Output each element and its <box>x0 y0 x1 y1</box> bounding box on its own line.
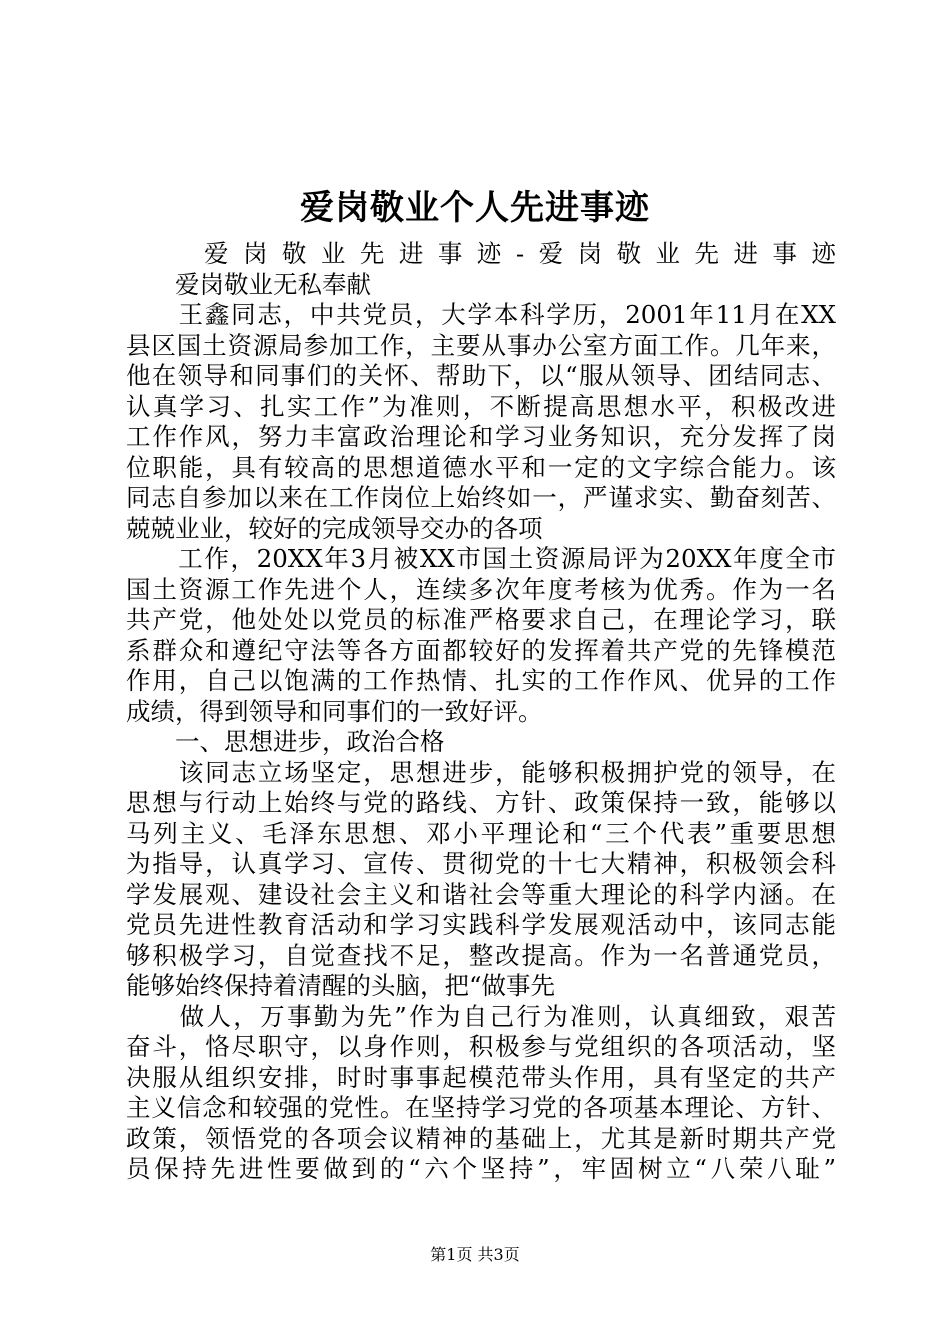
text-line: 该同志立场坚定，思想进步，能够积极拥护党的领导，在 <box>126 757 836 787</box>
text-line: 兢兢业业，较好的完成领导交办的各项 <box>126 513 543 543</box>
text-line: 共产党，他处处以党员的标准严格要求自己，在理论学习，联 <box>126 605 836 634</box>
text-line: 位职能，具有较高的思想道德水平和一定的文字综合能力。该 <box>126 452 836 482</box>
text-line: 国土资源工作先进个人，连续多次年度考核为优秀。作为一名 <box>126 574 836 604</box>
text-line: 工作作风，努力丰富政治理论和学习业务知识，充分发挥了岗 <box>126 422 836 451</box>
page-number-footer: 第1页 共3页 <box>430 1245 520 1264</box>
text-line: 奋斗，恪尽职守，以身作则，积极参与党组织的各项活动，坚 <box>126 1032 836 1061</box>
text-line: 王鑫同志，中共党员，大学本科学历，2001年11月在XX <box>126 300 836 329</box>
text-line: 认真学习、扎实工作”为准则，不断提高思想水平，积极改进 <box>126 391 836 421</box>
document-body <box>126 239 836 1185</box>
text-line: 学发展观、建设社会主义和谐社会等重大理论的科学内涵。在 <box>126 879 836 909</box>
text-line: 系群众和遵纪守法等各方面都较好的发挥着共产党的先锋模范 <box>126 635 836 665</box>
text-line: 他在领导和同事们的关怀、帮助下，以“服从领导、团结同志、 <box>126 361 836 390</box>
text-line: 成绩，得到领导和同事们的一致好评。 <box>126 696 543 726</box>
text-line: 员保持先进性要做到的“六个坚持”，牢固树立“八荣八耻” <box>126 1154 836 1183</box>
text-line: 决服从组织安排，时时事事起模范带头作用，具有坚定的共产 <box>126 1062 836 1092</box>
text-line: 爱岗敬业先进事迹-爱岗敬业先进事迹 <box>126 239 836 268</box>
text-line: 为指导，认真学习、宣传、贯彻党的十七大精神，积极领会科 <box>126 849 836 878</box>
text-line: 工作，20XX年3月被XX市国土资源局评为20XX年度全市 <box>126 544 836 573</box>
text-line: 爱岗敬业无私奉献 <box>126 269 371 299</box>
text-line: 马列主义、毛泽东思想、邓小平理论和“三个代表”重要思想 <box>126 818 836 848</box>
text-line: 党员先进性教育活动和学习实践科学发展观活动中，该同志能 <box>126 910 836 939</box>
text-line: 够积极学习，自觉查找不足，整改提高。作为一名普通党员， <box>126 940 836 970</box>
text-line: 作用，自己以饱满的工作热情、扎实的工作作风、优异的工作 <box>126 666 836 695</box>
text-line: 能够始终保持着清醒的头脑，把“做事先 <box>126 971 556 1000</box>
text-line: 同志自参加以来在工作岗位上始终如一，严谨求实、勤奋刻苦、 <box>126 483 836 512</box>
document-title: 爱岗敬业个人先进事迹 <box>300 188 650 228</box>
text-line: 思想与行动上始终与党的路线、方针、政策保持一致，能够以 <box>126 788 836 817</box>
text-line: 县区国土资源局参加工作，主要从事办公室方面工作。几年来， <box>126 330 836 360</box>
text-line: 政策，领悟党的各项会议精神的基础上，尤其是新时期共产党 <box>126 1123 836 1153</box>
text-line: 一、思想进步，政治合格 <box>126 727 445 756</box>
text-line: 主义信念和较强的党性。在坚持学习党的各项基本理论、方针、 <box>126 1093 836 1122</box>
text-line: 做人，万事勤为先”作为自己行为准则，认真细致，艰苦 <box>126 1001 836 1031</box>
